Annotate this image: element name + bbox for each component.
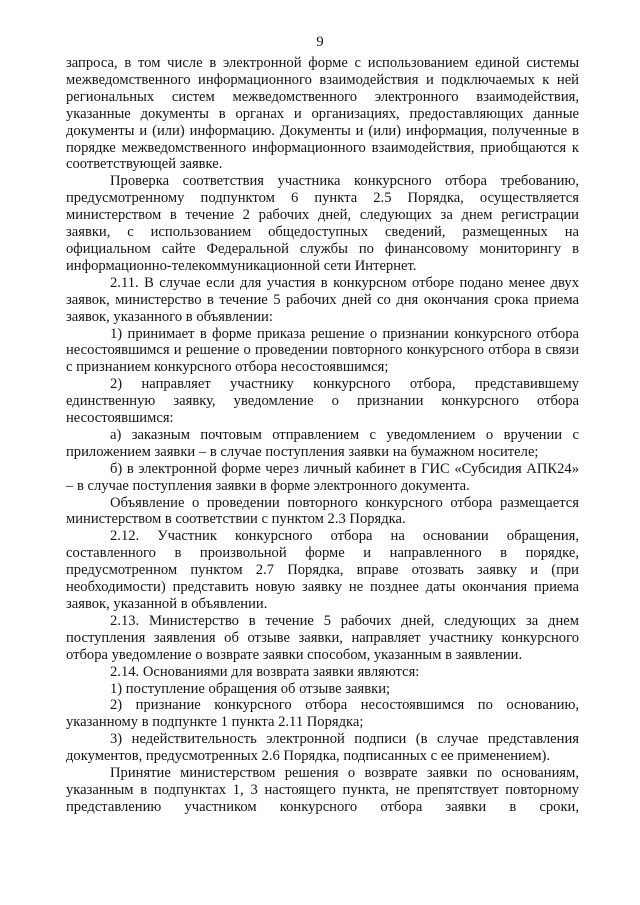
paragraph-2-14-item-1: 1) поступление обращения об отзыве заявки;: [110, 680, 391, 697]
paragraph-return-decision: Принятие министерством решения о возврате заявки по основаниям, указанным в подпунктах 1, 3 настоящего пункта, не препятствует повторному представлению участником конкурсного отбора заявки в сроки,: [66, 765, 579, 815]
paragraph-participant-check: Проверка соответствия участника конкурсного отбора требованию, предусмотренному подпунктом 6 пункта 2.5 Порядка, осуществляется министерством в течение 2 рабочих дней, следующих за днем регистрации заявки, с использованием общедоступных сведений, размещенных на официальном сайте Федеральной службы по финансовому мониторингу в информационно-телекоммуникационной сети Интернет.: [66, 173, 579, 274]
paragraph-2-13: 2.13. Министерство в течение 5 рабочих дней, следующих за днем поступления заявления об отзыве заявки, направляет участнику конкурсного отбора уведомление о возврате заявки способом, указанным в заявлении.: [66, 612, 579, 663]
paragraph-2-11-item-1: 1) принимает в форме приказа решение о признании конкурсного отбора несостоявшимся и решение о проведении повторного конкурсного отбора в связи с признанием конкурсного отбора несостоявшимся;: [66, 325, 579, 376]
paragraph-2-12: 2.12. Участник конкурсного отбора на основании обращения, составленного в произвольной форме и направленного в порядке, предусмотренном пунктом 2.7 Порядка, вправе отозвать заявку и (при необходимости) представить новую заявку не позднее даты окончания приема заявок, указанной в объявлении.: [66, 528, 579, 612]
paragraph-2-11-item-2: 2) направляет участнику конкурсного отбора, представившему единственную заявку, уведомление о признании конкурсного отбора несостоявшимся:: [66, 376, 579, 427]
paragraph-2-14-item-2: 2) признание конкурсного отбора несостоявшимся по основанию, указанному в подпункте 1 пункта 2.11 Порядка;: [66, 697, 579, 731]
paragraph-2-11-item-b: б) в электронной форме через личный кабинет в ГИС «Субсидия АПК24» – в случае поступления заявки в форме электронного документа.: [66, 460, 579, 494]
paragraph-2-11: 2.11. В случае если для участия в конкурсном отборе подано менее двух заявок, министерство в течение 5 рабочих дней со дня окончания срока приема заявок, указанного в объявлении:: [66, 274, 579, 325]
document-body: [66, 55, 579, 816]
paragraph-2-14: 2.14. Основаниями для возврата заявки являются:: [110, 663, 420, 680]
paragraph-repeat-announcement: Объявление о проведении повторного конкурсного отбора размещается министерством в соответствии с пунктом 2.3 Порядка.: [66, 494, 579, 528]
paragraph-2-11-item-a: а) заказным почтовым отправлением с уведомлением о вручении с приложением заявки – в случае поступления заявки на бумажном носителе;: [66, 426, 579, 460]
page-number: 9: [316, 34, 324, 50]
paragraph-2-14-item-3: 3) недействительность электронной подписи (в случае представления документов, предусмотренных 2.6 Порядка, подписанных с ее применением).: [66, 731, 579, 765]
paragraph-request-continuation: запроса, в том числе в электронной форме с использованием единой системы межведомственного информационного взаимодействия и подключаемых к ней региональных систем межведомственного электронного взаимодействия, указанные документы в органах и организациях, предоставляющих данные документы и (или) информацию. Документы и (или) информация, полученные в порядке межведомственного информационного взаимодействия, приобщаются к соответствующей заявке.: [66, 55, 579, 173]
